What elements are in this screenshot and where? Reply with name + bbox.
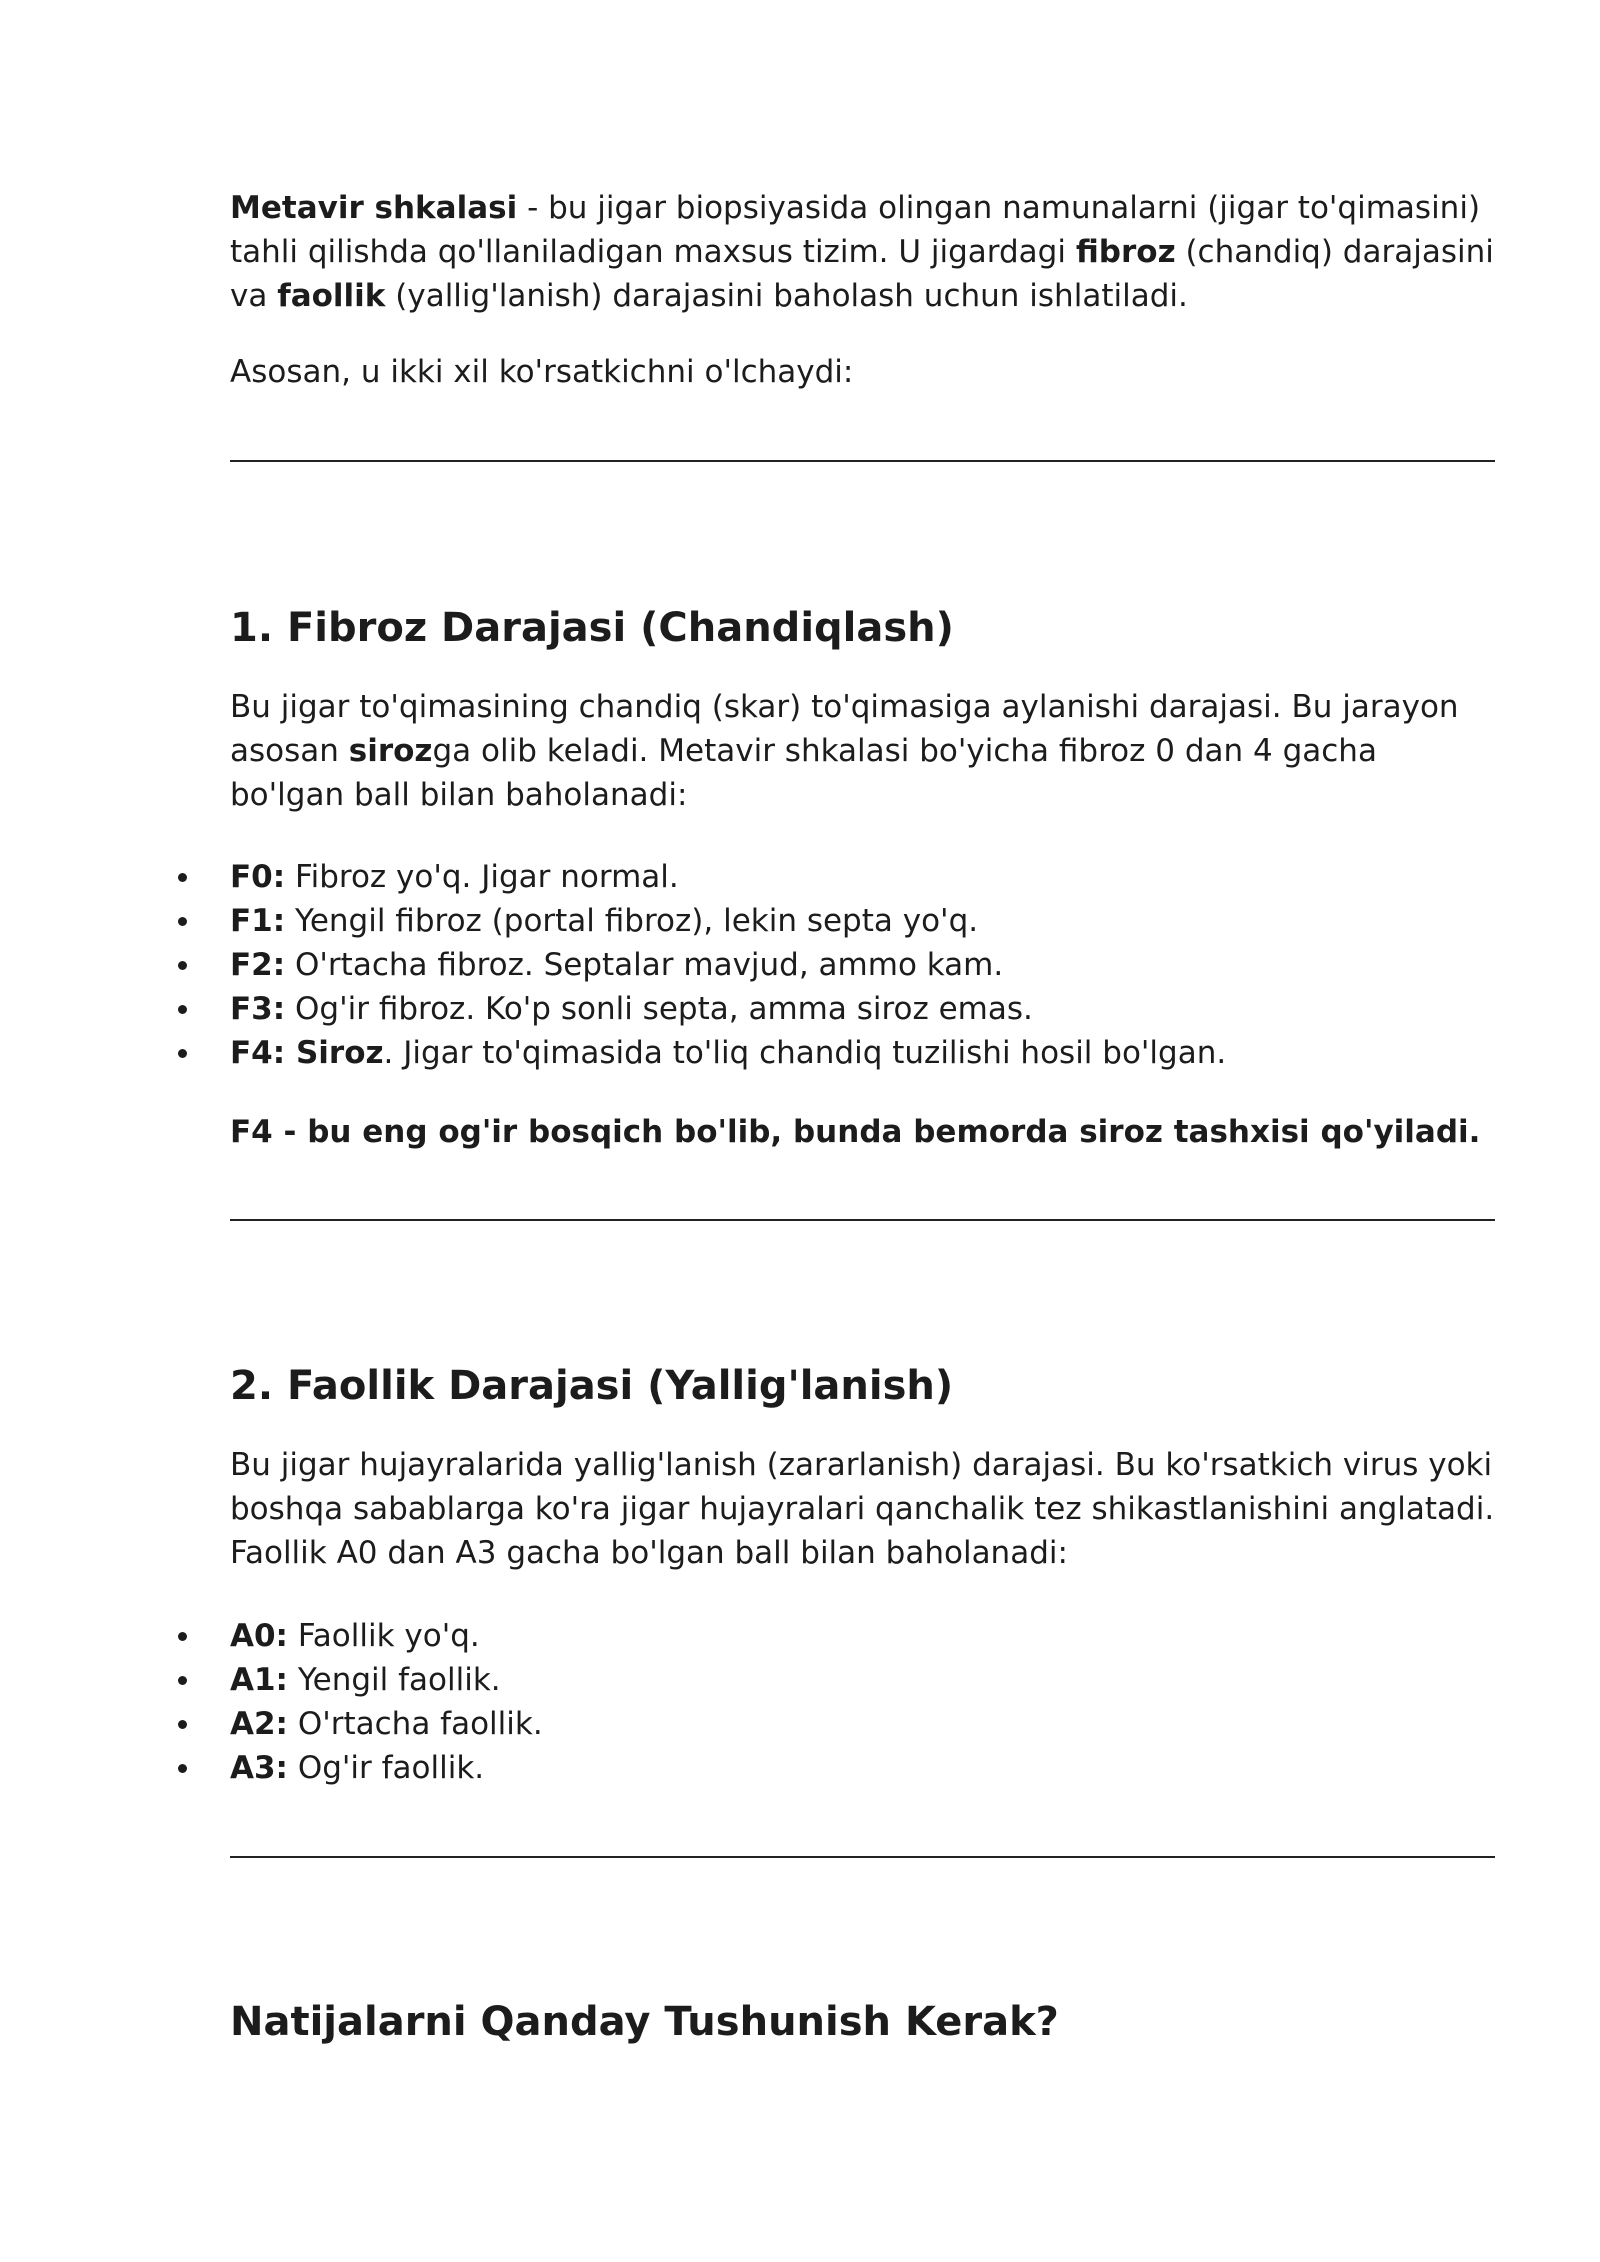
grade-bold-text: Siroz: [285, 1035, 384, 1071]
bullet-icon: [178, 917, 187, 926]
bullet-icon: [178, 1764, 187, 1773]
faollik-term: faollik: [277, 278, 386, 314]
section-1-paragraph: [230, 685, 1495, 817]
fibroz-list: [230, 855, 1495, 1075]
divider: [230, 1219, 1495, 1221]
bullet-icon: [178, 1676, 187, 1685]
list-item: [230, 1702, 1495, 1746]
list-item: [230, 1658, 1495, 1702]
list-item: [230, 943, 1495, 987]
grade-code: F1:: [230, 903, 286, 939]
intro-summary: Asosan, u ikki xil ko'rsatkichni o'lchaydi:: [230, 354, 854, 390]
grade-text: Fibroz yo'q. Jigar normal.: [285, 859, 679, 895]
grade-code: F2:: [230, 947, 286, 983]
section-2-heading: 2. Faollik Darajasi (Yallig'lanish): [230, 1363, 954, 1409]
grade-code: A2:: [230, 1706, 288, 1742]
list-item: [230, 899, 1495, 943]
grade-text: O'rtacha fibroz. Septalar mavjud, ammo kam.: [285, 947, 1004, 983]
grade-text: Og'ir faollik.: [287, 1750, 485, 1786]
list-item: [230, 1746, 1495, 1790]
section-3-heading: Natijalarni Qanday Tushunish Kerak?: [230, 1999, 1059, 2045]
divider: [230, 1856, 1495, 1858]
bullet-icon: [178, 961, 187, 970]
grade-code: A1:: [230, 1662, 288, 1698]
intro-text-1: - bu jigar biopsiyasida olingan namunalarni (jigar to'qimasini) tahli qilishda qo'llaniladigan maxsus tizim. U jigardagi: [230, 190, 1481, 270]
bullet-icon: [178, 1632, 187, 1641]
grade-text: O'rtacha faollik.: [287, 1706, 543, 1742]
metavir-term: Metavir shkalasi: [230, 190, 518, 226]
grade-text: Yengil faollik.: [287, 1662, 501, 1698]
faollik-list: [230, 1614, 1495, 1790]
intro-paragraph: [230, 186, 1495, 318]
bullet-icon: [178, 873, 187, 882]
list-item: [230, 987, 1495, 1031]
grade-code: F3:: [230, 991, 286, 1027]
divider: [230, 460, 1495, 462]
bullet-icon: [178, 1005, 187, 1014]
section-1-heading: 1. Fibroz Darajasi (Chandiqlash): [230, 605, 954, 651]
grade-text: . Jigar to'qimasida to'liq chandiq tuzilishi hosil bo'lgan.: [383, 1035, 1227, 1071]
grade-code: A0:: [230, 1618, 288, 1654]
section-1-note: F4 - bu eng og'ir bosqich bo'lib, bunda bemorda siroz tashxisi qo'yiladi.: [230, 1114, 1481, 1150]
grade-text: Og'ir fibroz. Ko'p sonli septa, amma siroz emas.: [285, 991, 1033, 1027]
grade-code: A3:: [230, 1750, 288, 1786]
intro-text-2: (chandiq) darajasini va: [230, 234, 1494, 314]
intro-text-3: (yallig'lanish) darajasini baholash uchun ishlatiladi.: [385, 278, 1188, 314]
grade-code: F4:: [230, 1035, 286, 1071]
section-1-text-a: Bu jigar to'qimasining chandiq (skar) to'qimasiga aylanishi darajasi. Bu jarayon asosan: [230, 689, 1459, 769]
fibroz-term: fibroz: [1075, 234, 1176, 270]
grade-code: F0:: [230, 859, 286, 895]
list-item: [230, 855, 1495, 899]
bullet-icon: [178, 1049, 187, 1058]
section-2-paragraph: Bu jigar hujayralarida yallig'lanish (zararlanish) darajasi. Bu ko'rsatkich virus yoki boshqa sabablarga ko'ra jigar hujayralari qanchalik tez shikastlanishini anglatadi. Faollik A0 dan A3 gacha bo'lgan ball bilan baholanadi:: [230, 1447, 1495, 1571]
section-1-text-b: ga olib keladi. Metavir shkalasi bo'yicha fibroz 0 dan 4 gacha bo'lgan ball bilan baholanadi:: [230, 733, 1377, 813]
list-item: [230, 1614, 1495, 1658]
siroz-term: siroz: [348, 733, 433, 769]
grade-text: Yengil fibroz (portal fibroz), lekin septa yo'q.: [285, 903, 979, 939]
bullet-icon: [178, 1720, 187, 1729]
list-item: [230, 1031, 1495, 1075]
grade-text: Faollik yo'q.: [287, 1618, 480, 1654]
